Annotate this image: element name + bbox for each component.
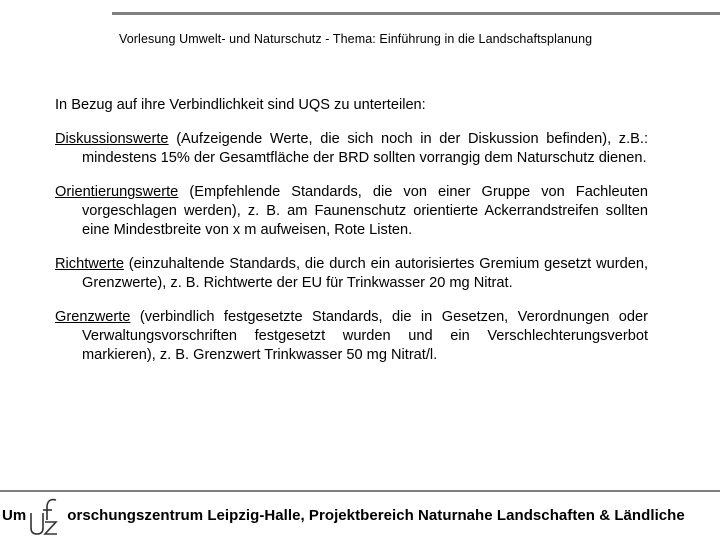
ufz-logo-icon	[26, 496, 62, 536]
definition-text: (einzuhaltende Standards, die durch ein autorisiertes Gremium gesetzt wurden, Grenzwerte), z. B. Richtwerte der EU für Trinkwasser 20 mg Nitrat.	[82, 256, 648, 291]
definition-text: (Aufzeigende Werte, die sich noch in der Diskussion befinden), z.B.: mindestens 15% der Gesamtfläche der BRD sollten vorrangig dem Naturschutz dienen.	[82, 131, 648, 166]
slide-content	[55, 96, 648, 380]
definition-orientierungswerte	[55, 183, 648, 240]
definition-text: (verbindlich festgesetzte Standards, die in Gesetzen, Verordnungen oder Verwaltungsvorschriften festgesetzt wurden und ein Verschlechterungsverbot markieren), z. B. Grenzwert Trinkwasser 50 mg Nitrat/l.	[82, 309, 648, 363]
definition-grenzwerte	[55, 308, 648, 365]
footer-text-end: orschungszentrum Leipzig-Halle, Projektbereich Naturnahe Landschaften & Ländliche	[67, 507, 685, 524]
footer-rule	[0, 490, 720, 492]
header-rule	[112, 12, 720, 15]
definition-richtwerte	[55, 255, 648, 293]
footer	[0, 496, 720, 540]
page-title: Vorlesung Umwelt- und Naturschutz - Thema: Einführung in die Landschaftsplanung	[119, 32, 593, 46]
definition-diskussionswerte	[55, 130, 648, 168]
footer-institution	[2, 507, 685, 524]
definition-text: (Empfehlende Standards, die von einer Gruppe von Fachleuten vorgeschlagen werden), z. B. am Faunenschutz orientierte Ackerrandstreifen sollten eine Mindestbreite von x m aufweisen, Rote Listen.	[82, 184, 648, 238]
intro-text: In Bezug auf ihre Verbindlichkeit sind UQS zu unterteilen:	[55, 97, 426, 113]
definition-term: Diskussionswerte	[55, 131, 169, 147]
definition-term: Orientierungswerte	[55, 184, 179, 200]
footer-text-start: Um	[2, 507, 27, 524]
definition-term: Richtwerte	[55, 256, 124, 272]
definition-term: Grenzwerte	[55, 309, 131, 325]
